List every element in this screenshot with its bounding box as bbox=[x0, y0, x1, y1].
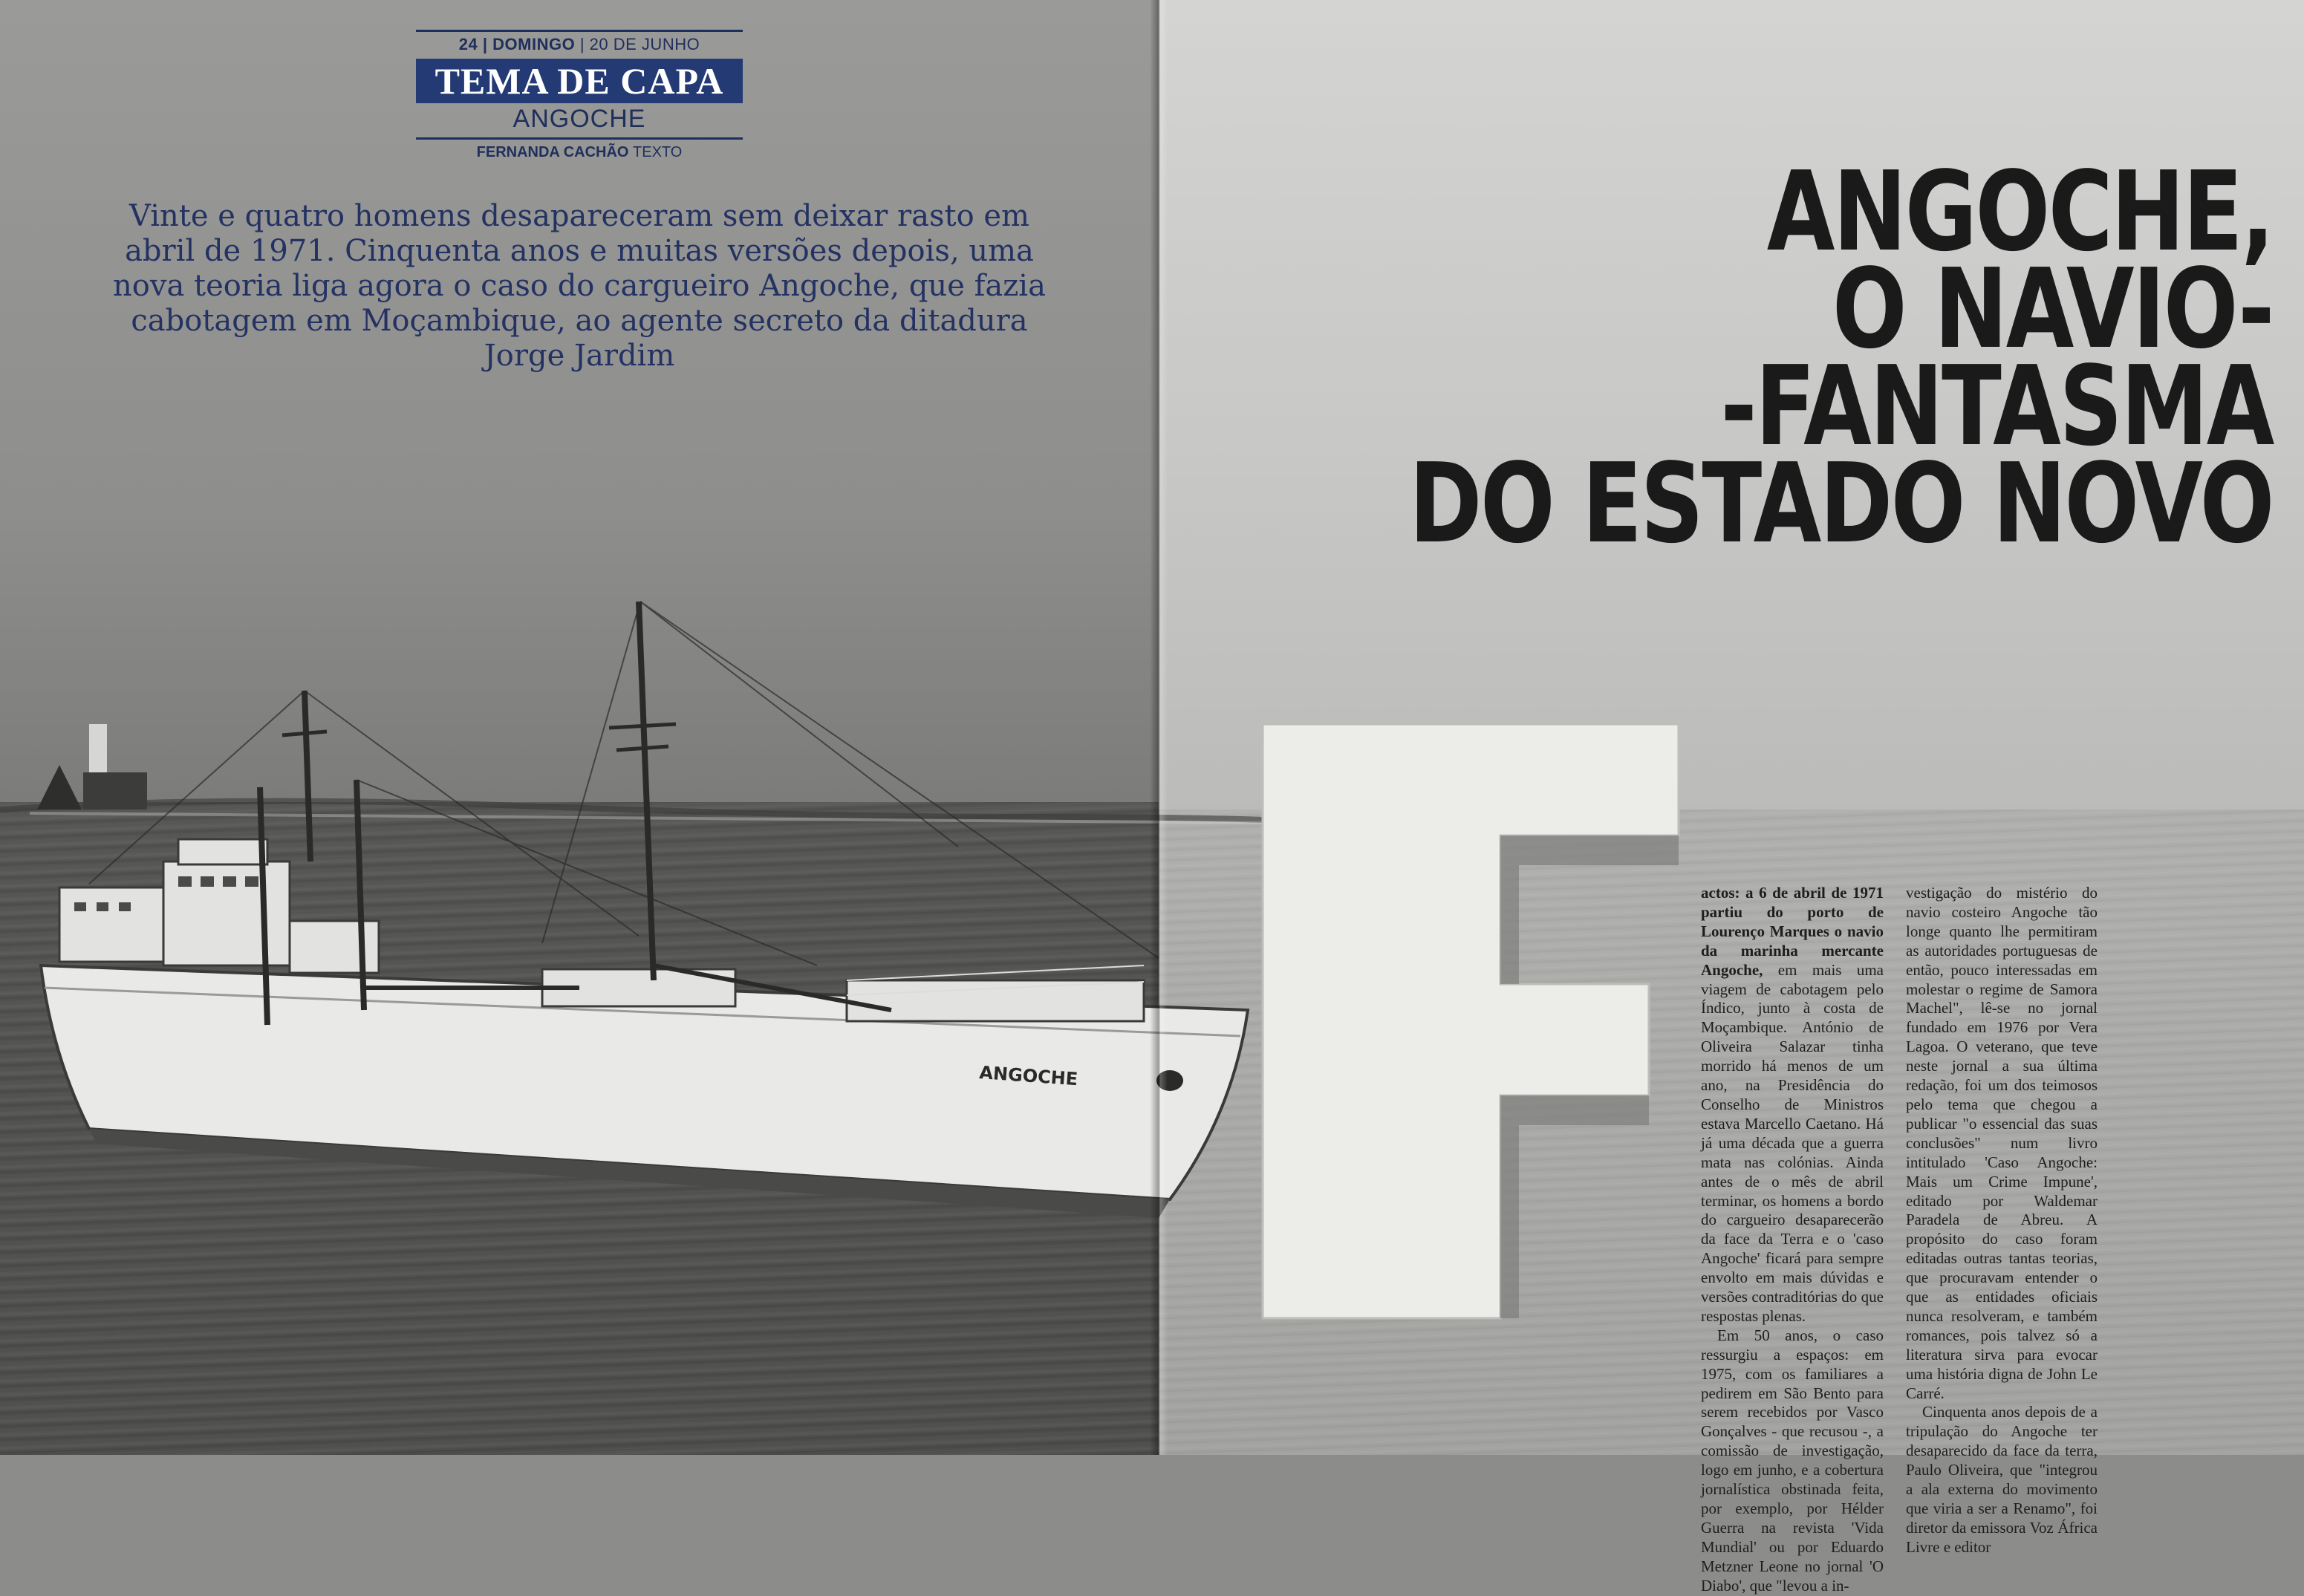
headline-line-3: -FANTASMA bbox=[1720, 342, 2273, 470]
headline-line-2: O NAVIO- bbox=[1832, 245, 2273, 373]
kicker-top-rule bbox=[416, 30, 743, 32]
body-paragraph: Em 50 anos, o caso ressurgiu a espaços: em 1975, com os familiares a pedirem em São Bento para serem recebidos por Vasco Gonçalves - que recusou -, a comissão de investigação, logo em junho, e a cobertura jornalística obstinada feita, por exemplo, por Hélder Guerra na revista 'Vida Mundial' ou por Eduardo Metzner Leone no jornal 'O Diabo', que "levou a in- bbox=[1701, 1326, 1884, 1595]
page-number: 24 bbox=[458, 35, 478, 53]
byline bbox=[416, 144, 743, 161]
author-name: FERNANDA CACHÃO bbox=[476, 144, 629, 160]
headline-line-4: DO ESTADO NOVO bbox=[1409, 440, 2273, 567]
lead-in: actos: a 6 de abril de 1971 partiu do porto de Lourenço Marques o navio da marinha mercante Angoche, bbox=[1701, 884, 1884, 979]
headline-line-1: ANGOCHE, bbox=[1766, 148, 2273, 276]
dropcap-letter bbox=[1263, 724, 1679, 1318]
standfirst: Vinte e quatro homens desapareceram sem deixar rasto em abril de 1971. Cinquenta anos e muitas versões depois, uma nova teoria liga agora o caso do cargueiro Angoche, que fazia cabotagem em Moçambique, ao agente secreto da ditadura Jorge Jardim bbox=[113, 199, 1046, 373]
issue-day: DOMINGO bbox=[492, 35, 576, 53]
body-column-1 bbox=[1701, 884, 1884, 1595]
section-kicker bbox=[416, 30, 743, 161]
body-paragraph: vestigação do mistério do navio costeiro Angoche tão longe quanto lhe permitiram as autoridades portuguesas de então, pouco interessadas em molestar o regime de Samora Machel", lê-se no jornal fundado em 1976 por Vera Lagoa. O veterano, que teve neste jornal a sua última redação, foi um dos teimosos pelo tema que chegou a publicar "o essencial das suas conclusões" num livro intitulado 'Caso Angoche: Mais um Crime Impune', editado por Waldemar Paradela de Abreu. A propósito do caso foram editadas outras tantas teorias, que procuravam entender o que as entidades oficiais nunca resolveram, e também romances, pois talvez só a literatura sirva para evocar uma história digna de John Le Carré. bbox=[1906, 884, 2098, 1402]
author-role: TEXTO bbox=[633, 144, 683, 160]
body-column-2 bbox=[1906, 884, 2098, 1556]
lighthouse bbox=[37, 724, 147, 810]
issue-meta: 24 | DOMINGO | 20 DE JUNHO bbox=[458, 35, 700, 53]
page-gutter bbox=[1150, 0, 1168, 1455]
subsection-title: ANGOCHE bbox=[416, 103, 743, 140]
body-paragraph: actos: a 6 de abril de 1971 partiu do porto de Lourenço Marques o navio da marinha mercante Angoche, em mais uma viagem de cabotagem pelo Índico, junto à costa de Moçambique. António de Oliveira Salazar tinha morrido há menos de um ano, na Presidência do Conselho de Ministros estava Marcello Caetano. Há já uma década que a guerra mata nas colónias. Ainda antes de o mês de abril terminar, os homens a bordo do cargueiro desaparecerão da face da Terra e o 'caso Angoche' ficará para sempre envolto em mais dúvidas e versões contraditórias do que respostas plenas. bbox=[1701, 884, 1884, 1325]
headline bbox=[1382, 148, 2273, 567]
body-paragraph: Cinquenta anos depois de a tripulação do Angoche ter desaparecido da face da terra, Paulo Oliveira, que "integrou a ala externa do movimento que viria a ser a Renamo", foi diretor da emissora Voz África Livre e editor bbox=[1906, 1403, 2098, 1556]
issue-date: | 20 DE JUNHO bbox=[579, 35, 700, 53]
ship-name-label: ANGOCHE bbox=[978, 1062, 1079, 1090]
section-title: TEMA DE CAPA bbox=[416, 59, 743, 103]
